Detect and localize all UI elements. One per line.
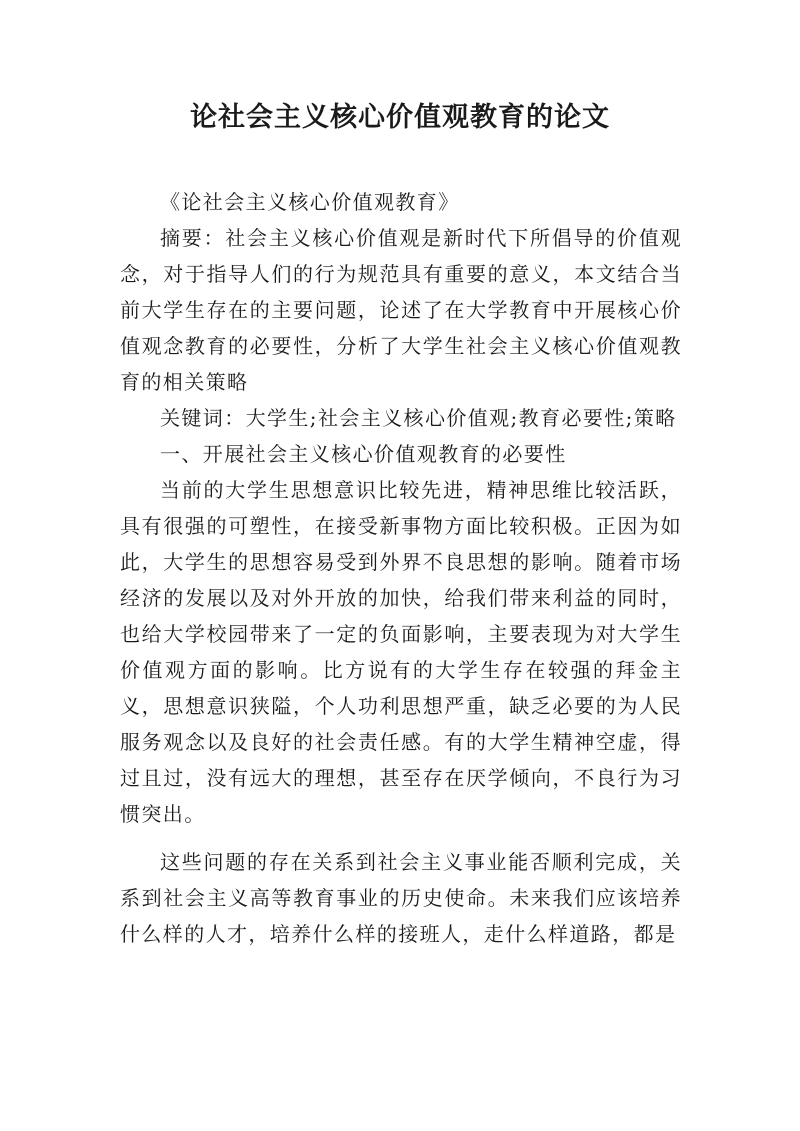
abstract-paragraph: 摘要：社会主义核心价值观是新时代下所倡导的价值观念，对于指导人们的行为规范具有重要的意义，本文结合当前大学生存在的主要问题，论述了在大学教育中开展核心价值观念教育的必要性，分析了大学生社会主义核心价值观教育的相关策略 xyxy=(120,226,682,394)
body-paragraph-1: 当前的大学生思想意识比较先进，精神思维比较活跃，具有很强的可塑性，在接受新事物方面比较积极。正因为如此，大学生的思想容易受到外界不良思想的影响。随着市场经济的发展以及对外开放的加快，给我们带来利益的同时，也给大学校园带来了一定的负面影响，主要表现为对大学生价值观方面的影响。比方说有的大学生存在较强的拜金主义，思想意识狭隘，个人功利思想严重，缺乏必要的为人民服务观念以及良好的社会责任感。有的大学生精神空虚，得过且过，没有远大的理想，甚至存在厌学倾向，不良行为习惯突出。 xyxy=(120,478,682,826)
document-body xyxy=(120,184,682,952)
subtitle-paragraph: 《论社会主义核心价值观教育》 xyxy=(160,190,460,214)
document-title: 论社会主义核心价值观教育的论文 xyxy=(190,102,610,133)
body-paragraph-2: 这些问题的存在关系到社会主义事业能否顺利完成，关系到社会主义高等教育事业的历史使命。未来我们应该培养什么样的人才，培养什么样的接班人，走什么样道路，都是 xyxy=(120,850,682,946)
section-heading: 一、开展社会主义核心价值观教育的必要性 xyxy=(160,442,567,466)
keywords-paragraph: 关键词：大学生;社会主义核心价值观;教育必要性;策略 xyxy=(160,406,677,430)
